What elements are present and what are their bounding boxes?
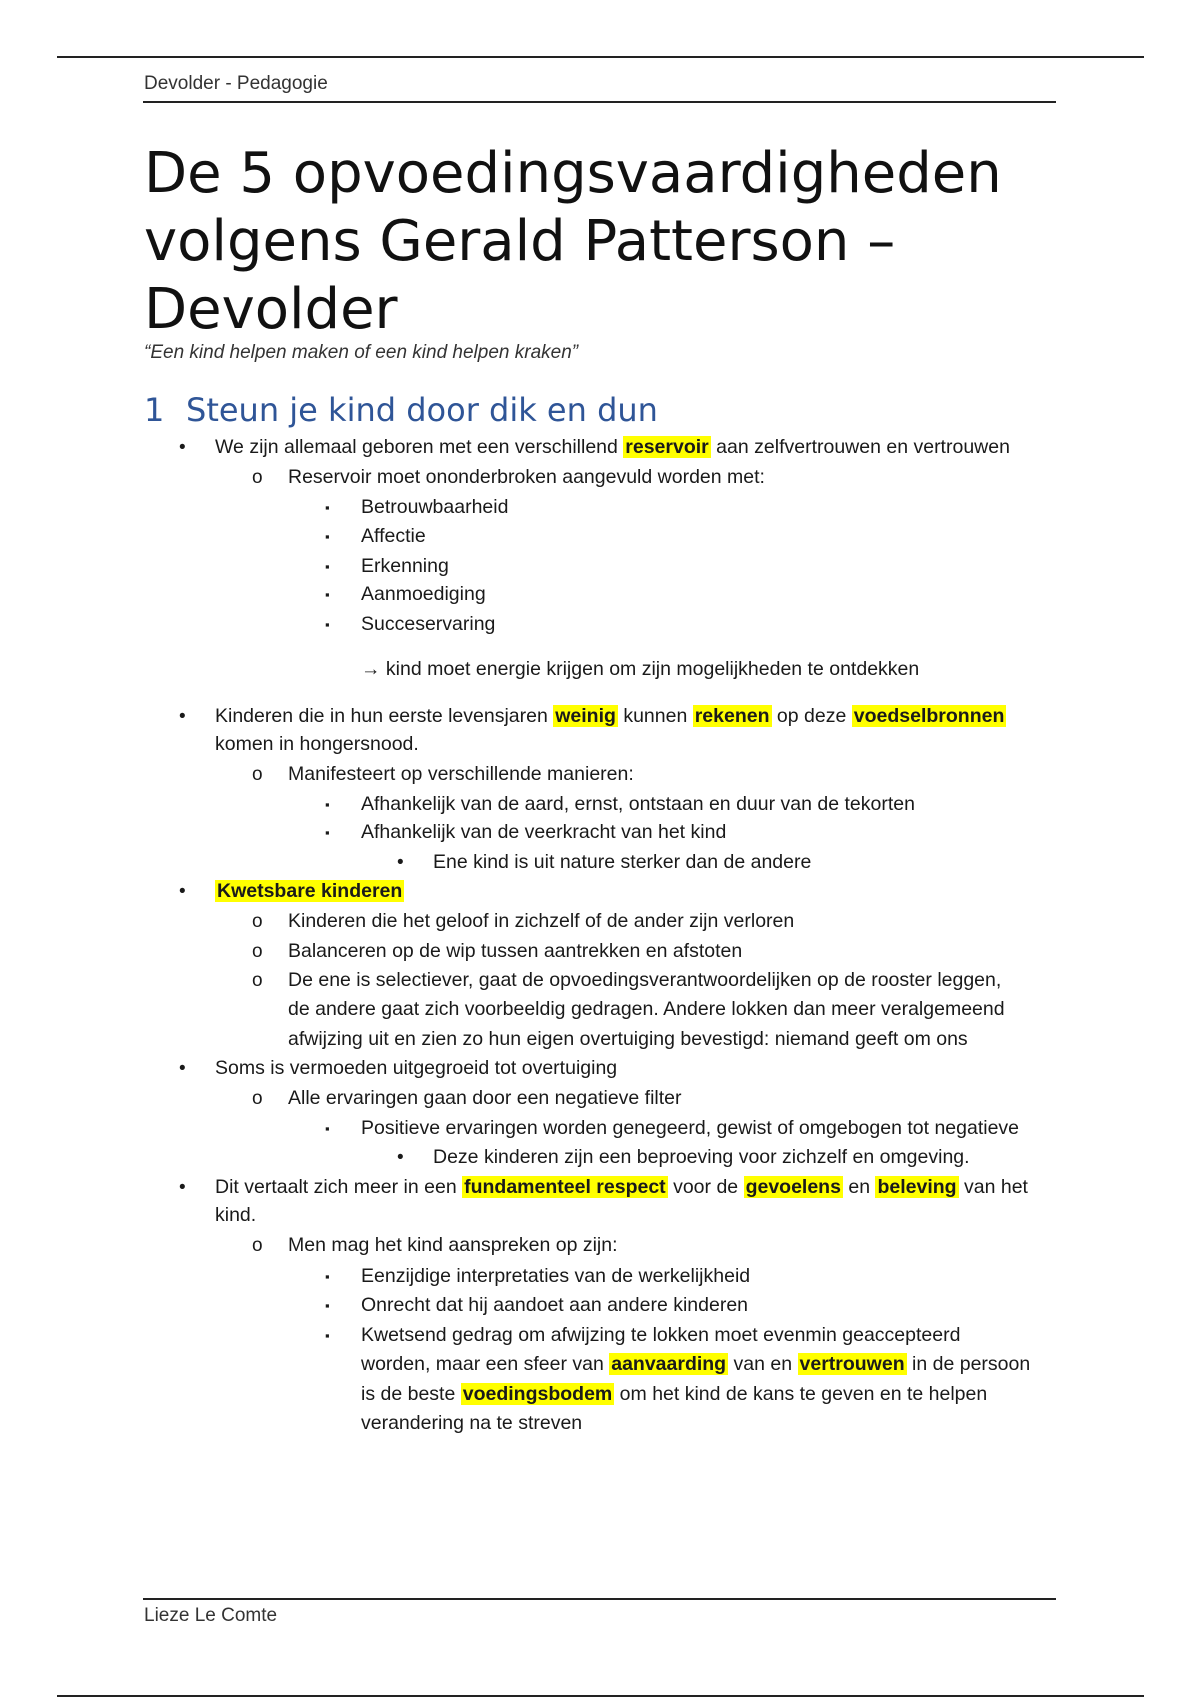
list-item-continuation: de andere gaat zich voorbeeldig gedragen. Andere lokken dan meer veralgemeend xyxy=(288,998,1005,1020)
list-marker: ▪ xyxy=(325,529,330,544)
list-item: Eenzijdige interpretaties van de werkelijkheid xyxy=(361,1265,751,1287)
highlight: fundamenteel respect xyxy=(464,1176,666,1198)
text-run: op deze xyxy=(771,705,852,727)
text-run: in de persoon xyxy=(906,1353,1031,1375)
list-marker: ▪ xyxy=(325,1328,330,1343)
list-item: Afhankelijk van de veerkracht van het kind xyxy=(361,821,727,843)
list-item: Alle ervaringen gaan door een negatieve filter xyxy=(288,1087,682,1109)
list-marker: o xyxy=(252,911,263,932)
list-marker: o xyxy=(252,1088,263,1109)
list-item: Kinderen die het geloof in zichzelf of de ander zijn verloren xyxy=(288,910,795,932)
list-marker: ▪ xyxy=(325,1298,330,1313)
list-item: Erkenning xyxy=(361,555,449,577)
highlight: rekenen xyxy=(694,705,770,727)
highlight: vertrouwen xyxy=(799,1353,905,1375)
page-bottom-rule xyxy=(57,1695,1144,1697)
list-item: Reservoir moet ononderbroken aangevuld worden met: xyxy=(288,466,765,488)
list-item-continuation: kind. xyxy=(215,1204,257,1226)
text-run: We zijn allemaal geboren met een verschillend xyxy=(215,436,624,458)
text-run: van het xyxy=(958,1176,1028,1198)
list-marker: o xyxy=(252,764,263,785)
text-run: en xyxy=(842,1176,876,1198)
list-item: Aanmoediging xyxy=(361,583,486,605)
document-title: De 5 opvoedingsvaardigheden volgens Gerald Patterson – Devolder xyxy=(144,141,1002,342)
section-number: 1 xyxy=(144,391,165,429)
header-rule xyxy=(143,101,1056,103)
list-item-continuation: verandering na te streven xyxy=(361,1412,583,1434)
text-run: om het kind de kans te geven en te helpen xyxy=(614,1383,988,1405)
list-item: Manifesteert op verschillende manieren: xyxy=(288,763,634,785)
highlight: Kwetsbare kinderen xyxy=(217,880,403,902)
section-title: Steun je kind door dik en dun xyxy=(186,391,658,429)
list-marker: ▪ xyxy=(325,559,330,574)
list-item xyxy=(215,877,404,906)
document-quote: “Een kind helpen maken of een kind helpen kraken” xyxy=(144,342,579,363)
text-run: is de beste xyxy=(361,1383,461,1405)
highlight: voedingsbodem xyxy=(462,1383,613,1405)
list-marker: ▪ xyxy=(325,500,330,515)
list-item: Onrecht dat hij aandoet aan andere kinderen xyxy=(361,1294,749,1316)
text-run: Kinderen die in hun eerste levensjaren xyxy=(215,705,554,727)
list-item xyxy=(215,1173,1028,1202)
list-item xyxy=(215,433,1010,462)
list-item: Betrouwbaarheid xyxy=(361,496,509,518)
list-marker: ▪ xyxy=(325,1269,330,1284)
list-item: Positieve ervaringen worden genegeerd, gewist of omgebogen tot negatieve xyxy=(361,1117,1020,1139)
list-item: Kwetsend gedrag om afwijzing te lokken moet evenmin geaccepteerd xyxy=(361,1324,961,1346)
list-marker: o xyxy=(252,941,263,962)
list-item: Balanceren op de wip tussen aantrekken en afstoten xyxy=(288,940,743,962)
text-run: aan zelfvertrouwen en vertrouwen xyxy=(710,436,1010,458)
list-item-continuation: komen in hongersnood. xyxy=(215,733,419,755)
list-marker: ▪ xyxy=(325,1121,330,1136)
list-item: Men mag het kind aanspreken op zijn: xyxy=(288,1234,618,1256)
highlight: aanvaarding xyxy=(611,1353,727,1375)
list-marker: o xyxy=(252,970,263,991)
list-item-continuation xyxy=(361,1350,1030,1379)
list-marker: ▪ xyxy=(325,825,330,840)
highlight: weinig xyxy=(555,705,616,727)
text-run: worden, maar een sfeer van xyxy=(361,1353,610,1375)
list-item: Affectie xyxy=(361,525,426,547)
list-marker: ▪ xyxy=(325,617,330,632)
list-item xyxy=(215,702,1006,731)
list-item: De ene is selectiever, gaat de opvoedingsverantwoordelijken op de rooster leggen, xyxy=(288,969,1002,991)
highlight: gevoelens xyxy=(745,1176,841,1198)
list-marker: • xyxy=(179,881,186,902)
list-item: Soms is vermoeden uitgegroeid tot overtuiging xyxy=(215,1057,618,1079)
list-item: Afhankelijk van de aard, ernst, ontstaan en duur van de tekorten xyxy=(361,793,915,815)
list-marker: • xyxy=(179,1177,186,1198)
text-run: van en xyxy=(728,1353,798,1375)
arrow-note: → kind moet energie krijgen om zijn mogelijkheden te ontdekken xyxy=(361,658,920,680)
list-item: Ene kind is uit nature sterker dan de andere xyxy=(433,851,812,873)
list-marker: ▪ xyxy=(325,587,330,602)
running-footer: Lieze Le Comte xyxy=(144,1605,278,1626)
highlight: beleving xyxy=(877,1176,957,1198)
page-top-rule xyxy=(57,56,1144,58)
highlight: voedselbronnen xyxy=(853,705,1005,727)
text-run: Dit vertaalt zich meer in een xyxy=(215,1176,463,1198)
list-marker: • xyxy=(397,852,404,873)
list-item-continuation xyxy=(361,1380,987,1409)
list-marker: ▪ xyxy=(325,797,330,812)
list-marker: • xyxy=(179,437,186,458)
text-run: kunnen xyxy=(617,705,693,727)
list-item: Deze kinderen zijn een beproeving voor zichzelf en omgeving. xyxy=(433,1146,970,1168)
list-marker: o xyxy=(252,1235,263,1256)
highlight: reservoir xyxy=(625,436,709,458)
section-heading xyxy=(144,390,658,430)
list-marker: • xyxy=(397,1147,404,1168)
list-marker: • xyxy=(179,706,186,727)
list-item-continuation: afwijzing uit en zien zo hun eigen overtuiging bevestigd: niemand geeft om ons xyxy=(288,1028,968,1050)
list-marker: • xyxy=(179,1058,186,1079)
list-marker: o xyxy=(252,467,263,488)
running-header: Devolder - Pedagogie xyxy=(144,73,328,94)
footer-rule xyxy=(143,1598,1056,1600)
list-item: Succeservaring xyxy=(361,613,496,635)
text-run: voor de xyxy=(667,1176,744,1198)
